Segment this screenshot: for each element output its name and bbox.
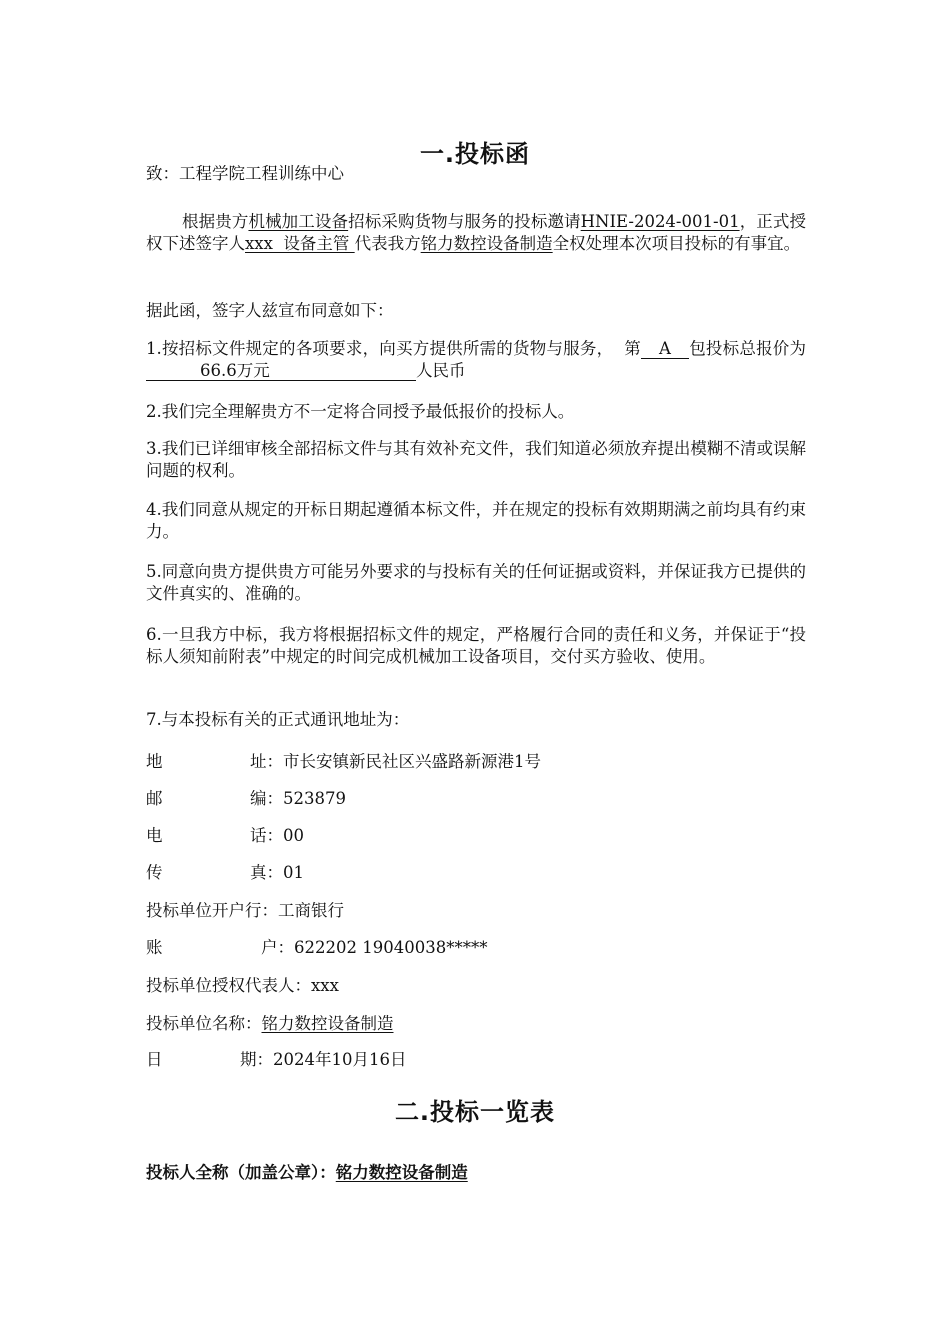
total-price: 66.6万元 bbox=[200, 361, 270, 380]
bidder-full-name-label: 投标人全称（加盖公章）： bbox=[146, 1163, 336, 1182]
intro-text: 代表我方 bbox=[354, 234, 421, 253]
bank-label: 投标单位开户行： bbox=[146, 901, 278, 920]
intro-text: 全权处理本次项目投标的有事宜。 bbox=[552, 234, 801, 253]
intro-text: ，正式授权下述签字人 bbox=[146, 212, 807, 253]
date-line bbox=[146, 1046, 406, 1070]
item-1-text: 1.按招标文件规定的各项要求，向买方提供所需的货物与服务， 第 bbox=[146, 339, 641, 358]
account-label: 户： bbox=[261, 938, 294, 957]
item-5: 5.同意向贵方提供贵方可能另外要求的与投标有关的任何证据或资料，并保证我方已提供的文件真实的、准确的。 bbox=[146, 562, 806, 603]
bidder-full-name-line bbox=[146, 1159, 468, 1183]
fax-line bbox=[146, 859, 304, 883]
declaration: 据此函，签字人兹宣布同意如下： bbox=[146, 301, 394, 320]
representative-label: 投标单位授权代表人： bbox=[146, 976, 311, 995]
item-1 bbox=[146, 338, 806, 382]
date-value: 2024年10月16日 bbox=[273, 1050, 407, 1069]
account-value: 622202 19040038***** bbox=[294, 938, 488, 957]
address-label: 地 bbox=[146, 752, 163, 771]
date-label: 期： bbox=[240, 1050, 273, 1069]
bank-value: 工商银行 bbox=[278, 901, 344, 920]
phone-value: 00 bbox=[283, 826, 304, 845]
recipient: 工程学院工程训练中心 bbox=[179, 164, 344, 183]
item-3: 3.我们已详细审核全部招标文件与其有效补充文件，我们知道必须放弃提出模糊不清或误解问题的权利。 bbox=[146, 439, 806, 480]
bank-line bbox=[146, 897, 344, 921]
phone-label: 话： bbox=[250, 826, 283, 845]
to-prefix: 致： bbox=[146, 164, 179, 183]
signer: xxx 设备主管 bbox=[245, 234, 355, 253]
recipient-line bbox=[146, 160, 344, 184]
account-label: 账 bbox=[146, 938, 163, 957]
representative-value: xxx bbox=[311, 976, 339, 995]
item-7: 7.与本投标有关的正式通讯地址为： bbox=[146, 710, 410, 729]
item-6: 6.一旦我方中标，我方将根据招标文件的规定，严格履行合同的责任和义务，并保证于“投标人须知前附表”中规定的时间完成机械加工设备项目，交付买方验收、使用。 bbox=[146, 625, 806, 666]
tender-code: HNIE-2024-001-01 bbox=[580, 212, 740, 231]
intro-text: 招标采购货物与服务的投标邀请 bbox=[348, 212, 581, 231]
section-title-bid-letter: 一.投标函 bbox=[419, 140, 531, 168]
bidder-name-value: 铭力数控设备制造 bbox=[261, 1014, 394, 1033]
bidder-name-label: 投标单位名称： bbox=[146, 1014, 262, 1033]
date-label: 日 bbox=[146, 1050, 163, 1069]
phone-label: 电 bbox=[146, 826, 163, 845]
fax-label: 传 bbox=[146, 863, 163, 882]
item-4: 4.我们同意从规定的开标日期起遵循本标文件，并在规定的投标有效期期满之前均具有约束力。 bbox=[146, 500, 806, 541]
fax-value: 01 bbox=[283, 863, 304, 882]
package-number: A bbox=[641, 340, 689, 359]
address-label: 址： bbox=[250, 752, 283, 771]
bidder-name-line bbox=[146, 1010, 394, 1034]
zip-line bbox=[146, 785, 346, 809]
account-line bbox=[146, 934, 487, 958]
zip-value: 523879 bbox=[283, 789, 346, 808]
fax-label: 真： bbox=[250, 863, 283, 882]
item-2: 2.我们完全理解贵方不一定将合同授予最低报价的投标人。 bbox=[146, 402, 575, 421]
item-1-text: 包投标总报价为 bbox=[688, 339, 807, 358]
address-value: 市长安镇新民社区兴盛路新源港1号 bbox=[283, 752, 541, 771]
project-name: 机械加工设备 bbox=[248, 212, 349, 231]
zip-label: 邮 bbox=[146, 789, 163, 808]
zip-label: 编： bbox=[250, 789, 283, 808]
intro-paragraph bbox=[146, 211, 806, 255]
intro-text: 根据贵方 bbox=[182, 212, 249, 231]
address-line bbox=[146, 748, 541, 772]
section-title-bid-summary: 二.投标一览表 bbox=[394, 1098, 556, 1126]
representative-line bbox=[146, 972, 339, 996]
phone-line bbox=[146, 822, 304, 846]
item-1-text: 人民币 bbox=[416, 361, 466, 380]
company-name: 铭力数控设备制造 bbox=[420, 234, 553, 253]
bidder-full-name-value: 铭力数控设备制造 bbox=[335, 1163, 468, 1182]
